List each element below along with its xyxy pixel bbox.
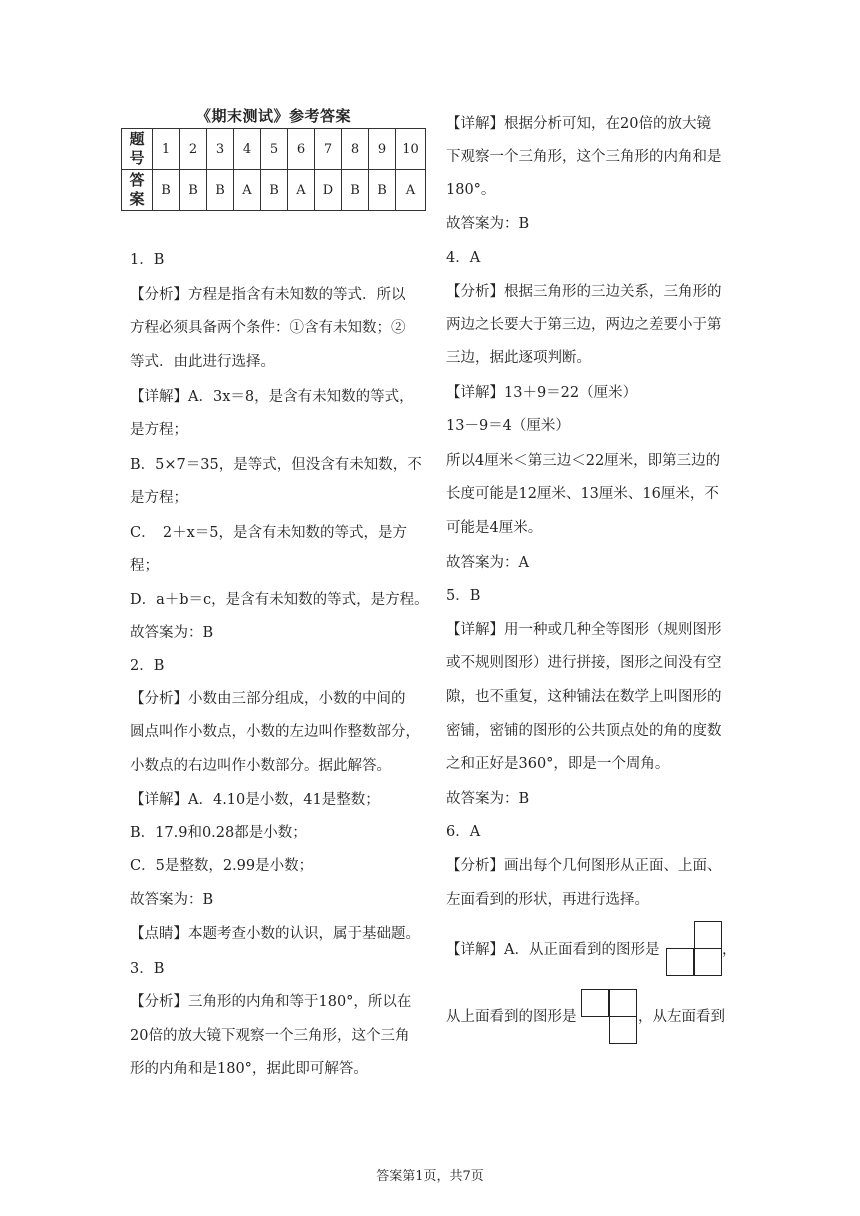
- text-line: 【详解】A．4.10是小数，41是整数；: [130, 792, 380, 808]
- text-line: 180°。: [446, 182, 496, 198]
- view-cell: [609, 1016, 637, 1044]
- detail-6-text-b: 从上面看到的图形是: [446, 1009, 577, 1025]
- text-line: 之和正好是360°，即是一个周角。: [446, 756, 670, 772]
- answer-value: B: [369, 170, 396, 211]
- answer-value: D: [315, 170, 342, 211]
- text-line: 长度可能是12厘米、13厘米、16厘米，不: [446, 486, 719, 502]
- text-line: 可能是4厘米。: [446, 520, 543, 536]
- text-line: 3．B: [130, 961, 165, 977]
- question-number: 5: [261, 129, 288, 170]
- text-line: 【分析】三角形的内角和等于180°，所以在: [130, 994, 412, 1010]
- view-cell: [581, 989, 609, 1017]
- text-line: 【详解】A．3x＝8，是含有未知数的等式，: [130, 389, 414, 405]
- question-number: 8: [342, 129, 369, 170]
- text-line: 圆点叫作小数点，小数的左边叫作整数部分，: [130, 724, 420, 740]
- answer-value: A: [396, 170, 426, 211]
- answer-table: [121, 128, 426, 211]
- page-footer: 答案第1页，共7页: [376, 1169, 484, 1184]
- page-title: 《期末测试》参考答案: [196, 107, 352, 125]
- answer-value: B: [180, 170, 207, 211]
- text-line: 两边之长要大于第三边，两边之差要小于第: [446, 317, 722, 333]
- text-line: C．5是整数，2.99是小数；: [130, 858, 314, 874]
- text-line: 是方程；: [130, 490, 188, 506]
- detail-6-line-a: [446, 941, 659, 959]
- text-line: B．5×7＝35，是等式，但没含有未知数，不: [130, 457, 422, 473]
- text-line: 【详解】用一种或几种全等图形（规则图形: [446, 622, 722, 638]
- text-line: B．17.9和0.28都是小数；: [130, 825, 307, 841]
- detail-6-line-b: [446, 1008, 577, 1026]
- row-label-answer: [122, 170, 153, 211]
- question-number: 7: [315, 129, 342, 170]
- text-line: 下观察一个三角形，这个三角形的内角和是: [446, 149, 722, 165]
- text-line: 【分析】根据三角形的三边关系，三角形的: [446, 284, 722, 300]
- text-line: 【分析】小数由三部分组成，小数的中间的: [130, 691, 406, 707]
- text-line: 方程必须具备两个条件：①含有未知数；②: [130, 320, 406, 336]
- answer-value: A: [234, 170, 261, 211]
- text-line: 1．B: [130, 252, 165, 268]
- text-line: 程；: [130, 558, 159, 574]
- text-line: 左面看到的形状，再进行选择。: [446, 892, 649, 908]
- text-line: 【分析】画出每个几何图形从正面、上面、: [446, 858, 722, 874]
- detail-6-text-a: 【详解】A．从正面看到的图形是: [446, 942, 660, 958]
- question-number: 10: [396, 129, 426, 170]
- text-line: 三边，据此逐项判断。: [446, 350, 591, 366]
- question-number: 9: [369, 129, 396, 170]
- text-line: 5．B: [446, 588, 481, 604]
- detail-6-text-b-end: ，从左面看到: [638, 1009, 725, 1025]
- question-number: 1: [153, 129, 180, 170]
- text-line: 6．A: [446, 824, 481, 840]
- text-line: 等式．由此进行选择。: [130, 354, 275, 370]
- question-number: 2: [180, 129, 207, 170]
- text-line: 【详解】13＋9＝22（厘米）: [446, 385, 638, 401]
- text-line: 【详解】根据分析可知，在20倍的放大镜: [446, 116, 711, 132]
- text-line: C． 2＋x＝5，是含有未知数的等式，是方: [130, 525, 407, 541]
- answer-value: B: [342, 170, 369, 211]
- view-cell: [694, 921, 722, 949]
- answer-value: B: [207, 170, 234, 211]
- text-line: 【分析】方程是指含有未知数的等式．所以: [130, 287, 406, 303]
- answer-value: B: [153, 170, 180, 211]
- row-label-text: 答案: [129, 171, 145, 208]
- text-line: 故答案为：A: [446, 555, 529, 571]
- answer-value: A: [288, 170, 315, 211]
- view-cell: [609, 989, 637, 1017]
- text-line: 或不规则图形）进行拼接，图形之间没有空: [446, 655, 722, 671]
- text-line: 20倍的放大镜下观察一个三角形，这个三角: [130, 1028, 410, 1044]
- table-row: [122, 129, 426, 170]
- text-line: 是方程；: [130, 422, 188, 438]
- text-line: 2．B: [130, 658, 165, 674]
- question-number: 4: [234, 129, 261, 170]
- text-line: 4．A: [446, 250, 481, 266]
- text-line: 故答案为：B: [130, 625, 214, 641]
- row-label-text: 题号: [129, 130, 145, 167]
- detail-6-comma: ，: [722, 942, 737, 958]
- view-cell: [694, 948, 722, 976]
- text-line: D．a＋b＝c，是含有未知数的等式，是方程。: [130, 592, 429, 608]
- question-number: 6: [288, 129, 315, 170]
- view-cell: [666, 948, 694, 976]
- answer-value: B: [261, 170, 288, 211]
- row-label-question: [122, 129, 153, 170]
- text-line: 形的内角和是180°，据此即可解答。: [130, 1061, 368, 1077]
- text-line: 故答案为：B: [446, 791, 530, 807]
- text-line: 小数点的右边叫作小数部分。据此解答。: [130, 758, 391, 774]
- text-line: 故答案为：B: [130, 892, 214, 908]
- question-number: 3: [207, 129, 234, 170]
- table-row: [122, 170, 426, 211]
- text-line: 【点睛】本题考查小数的认识，属于基础题。: [130, 926, 420, 942]
- text-line: 13－9＝4（厘米）: [446, 418, 570, 434]
- text-line: 隙，也不重复，这种铺法在数学上叫图形的: [446, 689, 722, 705]
- text-line: 故答案为：B: [446, 216, 530, 232]
- text-line: 所以4厘米＜第三边＜22厘米，即第三边的: [446, 453, 721, 469]
- text-line: 密铺，密铺的图形的公共顶点处的角的度数: [446, 723, 722, 739]
